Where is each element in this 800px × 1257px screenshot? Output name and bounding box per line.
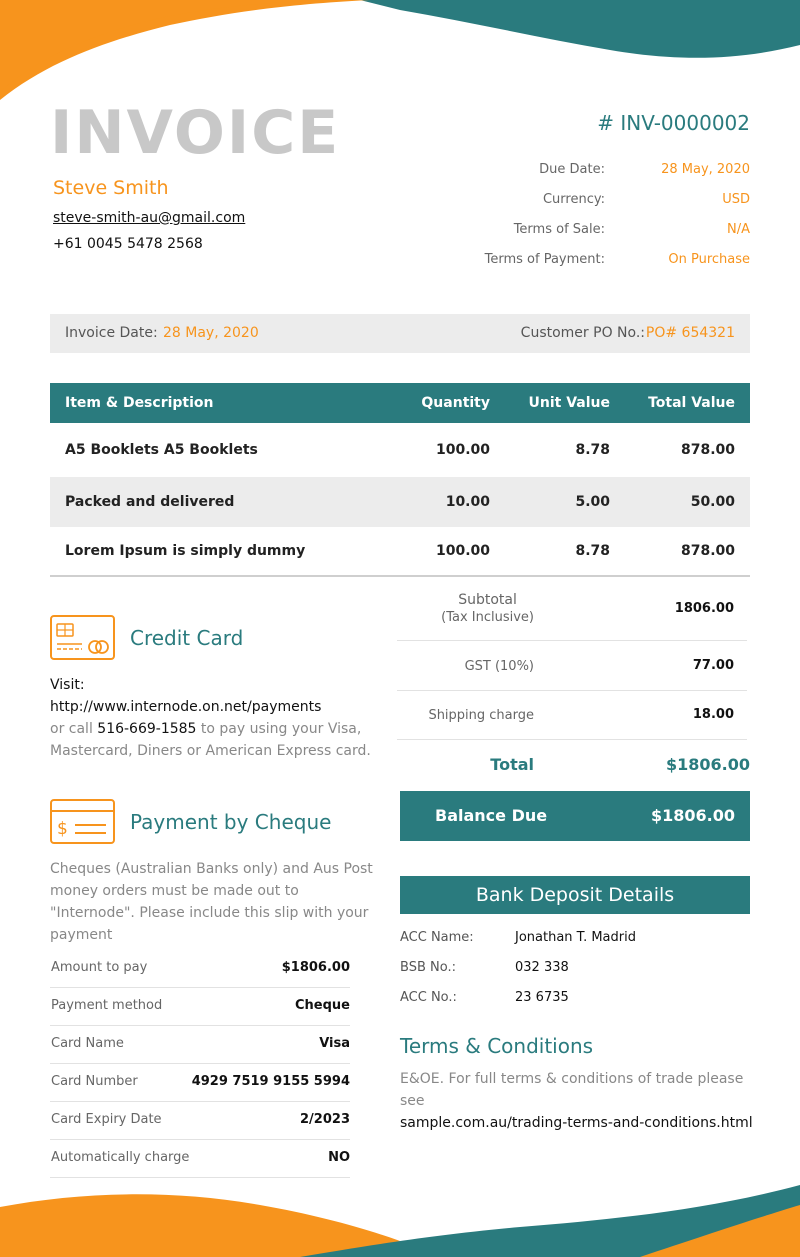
terms-text: E&OE. For full terms & conditions of trade please see [400, 1071, 744, 1109]
cheque-row-amount [50, 950, 350, 988]
cheque-icon [50, 799, 115, 844]
item-quantity: 100.00 [380, 527, 505, 576]
cheque-row-label: Payment method [51, 998, 163, 1013]
cheque-row-value: $1806.00 [281, 960, 350, 975]
gst-row [397, 641, 747, 691]
po-value: PO# 654321 [645, 325, 735, 341]
cheque-instructions [50, 858, 380, 946]
balance-due-label: Balance Due [435, 806, 548, 825]
total-value: $1806.00 [665, 755, 750, 774]
meta-terms-of-payment [420, 252, 750, 272]
subtotal-label: Subtotal [458, 592, 517, 608]
cheque-row-value: 4929 7519 9155 5994 [191, 1074, 350, 1089]
cards-line: Mastercard, Diners or American Express card. [50, 743, 371, 759]
item-quantity: 100.00 [435, 442, 490, 458]
call-line [50, 718, 380, 740]
credit-card-instructions [50, 674, 380, 762]
meta-value: USD [722, 192, 750, 207]
svg-text:$: $ [57, 819, 68, 839]
payment-url-link[interactable]: http://www.internode.on.net/payments [50, 699, 322, 715]
bank-row-label: ACC No.: [400, 990, 457, 1005]
cheque-row-label: Card Expiry Date [51, 1112, 162, 1127]
po-label: Customer PO No.: [520, 325, 645, 341]
item-description: Lorem Ipsum is simply dummy [50, 527, 380, 576]
meta-label: Terms of Payment: [484, 252, 605, 267]
cheque-row-label: Card Number [51, 1074, 138, 1089]
invoice-info-bar [50, 314, 750, 353]
item-unit-value: 5.00 [505, 477, 625, 527]
balance-due-value: $1806.00 [650, 806, 735, 825]
cheque-row-method [50, 988, 350, 1026]
terms-link[interactable]: sample.com.au/trading-terms-and-conditions.html [400, 1115, 753, 1131]
cheque-line: money orders must be made out to [50, 883, 299, 899]
sender-name: Steve Smith [53, 177, 169, 199]
meta-value: On Purchase [668, 252, 750, 267]
bank-row-value: 032 338 [515, 960, 569, 975]
cheque-line: "Internode". Please include this slip with your [50, 905, 369, 921]
cheque-line: Cheques (Australian Banks only) and Aus Post [50, 861, 373, 877]
bank-row-bsb [400, 960, 750, 980]
table-header-row [50, 383, 750, 423]
invoice-date-label: Invoice Date: [65, 325, 158, 341]
meta-value: N/A [727, 222, 750, 237]
bank-row-value: Jonathan T. Madrid [515, 930, 636, 945]
payment-phone: 516-669-1585 [97, 721, 197, 737]
meta-currency [420, 192, 750, 212]
subtotal-label-group [441, 592, 534, 626]
invoice-number: # INV-0000002 [597, 111, 750, 135]
column-header: Unit Value [505, 383, 625, 423]
meta-due-date [420, 162, 750, 182]
bank-row-acc-name [400, 930, 750, 950]
subtotal-note: (Tax Inclusive) [441, 610, 534, 625]
bank-row-label: BSB No.: [400, 960, 456, 975]
item-total-value: 878.00 [625, 527, 750, 576]
meta-label: Terms of Sale: [513, 222, 605, 237]
meta-label: Due Date: [539, 162, 605, 177]
meta-label: Currency: [542, 192, 605, 207]
item-description: A5 Booklets A5 Booklets [65, 442, 258, 458]
item-total-value: 50.00 [625, 477, 750, 527]
cheque-heading: Payment by Cheque [130, 810, 332, 834]
cheque-row-expiry [50, 1102, 350, 1140]
sender-email-link[interactable]: steve-smith-au@gmail.com [53, 210, 246, 226]
bank-deposit-heading: Bank Deposit Details [400, 876, 750, 914]
credit-card-icon [50, 615, 115, 660]
cheque-row-label: Card Name [51, 1036, 124, 1051]
call-suffix: to pay using your Visa, [196, 721, 362, 737]
shipping-label: Shipping charge [428, 708, 534, 723]
cheque-row-card-number [50, 1064, 350, 1102]
visit-label: Visit: [50, 677, 85, 693]
cheque-row-card-name [50, 1026, 350, 1064]
invoice-title: INVOICE [50, 98, 341, 168]
top-wave-decoration [0, 0, 800, 110]
cheque-row-value: Visa [319, 1036, 350, 1051]
cheque-row-value: NO [328, 1150, 350, 1165]
shipping-value: 18.00 [692, 707, 734, 722]
column-header: Quantity [380, 383, 505, 423]
bottom-wave-decoration [0, 1177, 800, 1257]
balance-due-bar [400, 791, 750, 841]
cheque-row-label: Amount to pay [51, 960, 148, 975]
subtotal-row [397, 586, 747, 641]
shipping-row [397, 691, 747, 740]
bank-row-label: ACC Name: [400, 930, 474, 945]
bank-row-acc-no [400, 990, 750, 1010]
table-row [50, 527, 750, 576]
gst-label: GST (10%) [464, 659, 534, 674]
item-quantity: 10.00 [380, 477, 505, 527]
item-unit-value: 8.78 [575, 442, 610, 458]
table-row [50, 423, 750, 477]
subtotal-value: 1806.00 [674, 601, 734, 616]
items-table [50, 383, 750, 577]
terms-heading: Terms & Conditions [400, 1034, 594, 1058]
gst-value: 77.00 [692, 658, 734, 673]
item-description: Packed and delivered [50, 477, 380, 527]
cheque-row-auto-charge [50, 1140, 350, 1178]
column-header: Total Value [625, 383, 750, 423]
table-row [50, 477, 750, 527]
total-label: Total [490, 755, 534, 774]
cheque-row-value: Cheque [295, 998, 350, 1013]
cheque-row-value: 2/2023 [300, 1112, 350, 1127]
invoice-date-value: 28 May, 2020 [163, 325, 259, 341]
meta-value: 28 May, 2020 [661, 162, 750, 177]
terms-text-block [400, 1068, 760, 1134]
call-prefix: or call [50, 721, 98, 737]
cheque-line: payment [50, 927, 113, 943]
sender-phone: +61 0045 5478 2568 [53, 236, 203, 252]
cheque-row-label: Automatically charge [51, 1150, 190, 1165]
item-total-value: 878.00 [680, 442, 735, 458]
column-header: Item & Description [50, 383, 380, 423]
bank-row-value: 23 6735 [515, 990, 569, 1005]
item-unit-value: 8.78 [505, 527, 625, 576]
credit-card-heading: Credit Card [130, 626, 244, 650]
meta-terms-of-sale [420, 222, 750, 242]
